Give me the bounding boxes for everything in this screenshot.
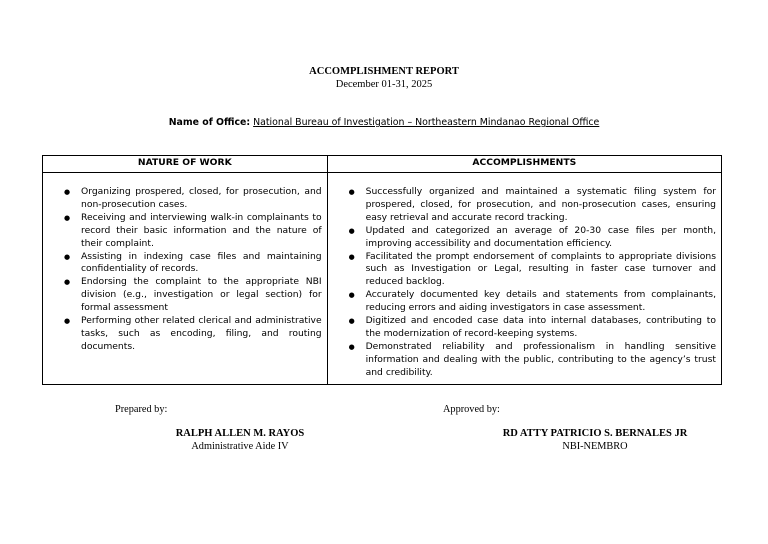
list-item: ● Assisting in indexing case files and maintaining confidentiality of records. [81,251,322,277]
accomplishment-table [42,155,722,385]
table-header-row [43,156,722,173]
list-item: ● Updated and categorized an average of 20-30 case files per month, improving accessibility and documentation efficiency. [366,225,716,251]
office-line [0,117,768,128]
accomplishments-cell [327,173,721,385]
approved-by-title: NBI-NEMBRO [562,441,628,452]
list-item: ● Organizing prospered, closed, for prosecution, and non-prosecution cases. [81,186,322,212]
office-label: Name of Office: [168,117,251,128]
list-item: ● Digitized and encoded case data into internal databases, contributing to the modernization of record-keeping systems. [366,315,716,341]
nature-of-work-list [43,186,322,354]
header-accomplishments: ACCOMPLISHMENTS [327,156,721,173]
prepared-by-label: Prepared by: [115,404,168,415]
list-item: ● Endorsing the complaint to the appropriate NBI division (e.g., investigation or legal section) for formal assessment [81,276,322,315]
list-item: ● Performing other related clerical and administrative tasks, such as encoding, filing, and routing documents. [81,315,322,354]
approved-by-name: RD ATTY PATRICIO S. BERNALES JR [502,428,688,439]
list-item: ● Successfully organized and maintained a systematic filing system for prospered, closed, for prosecution, and non-prosecution cases, ensuring easy retrieval and accurate record tracking. [366,186,716,225]
prepared-by-title: Administrative Aide IV [191,441,289,452]
report-title: ACCOMPLISHMENT REPORT [309,66,459,77]
approved-by-label: Approved by: [443,404,500,415]
table-row [43,173,722,385]
list-item: ● Accurately documented key details and statements from complainants, reducing errors and aiding investigators in case assessment. [366,289,716,315]
list-item: ● Demonstrated reliability and professionalism in handling sensitive information and dealing with the public, contributing to the agency’s trust and credibility. [366,341,716,380]
list-item: ● Facilitated the prompt endorsement of complaints to appropriate divisions such as Investigation or Legal, resulting in faster case turnover and reduced backlog. [366,251,716,290]
prepared-by-name: RALPH ALLEN M. RAYOS [175,428,305,439]
office-name: National Bureau of Investigation – Northeastern Mindanao Regional Office [253,117,600,128]
list-item: ● Receiving and interviewing walk-in complainants to record their basic information and the nature of their complaint. [81,212,322,251]
header-nature-of-work: NATURE OF WORK [43,156,328,173]
nature-of-work-cell [43,173,328,385]
report-period: December 01-31, 2025 [335,79,433,90]
accomplishments-list [328,186,716,380]
